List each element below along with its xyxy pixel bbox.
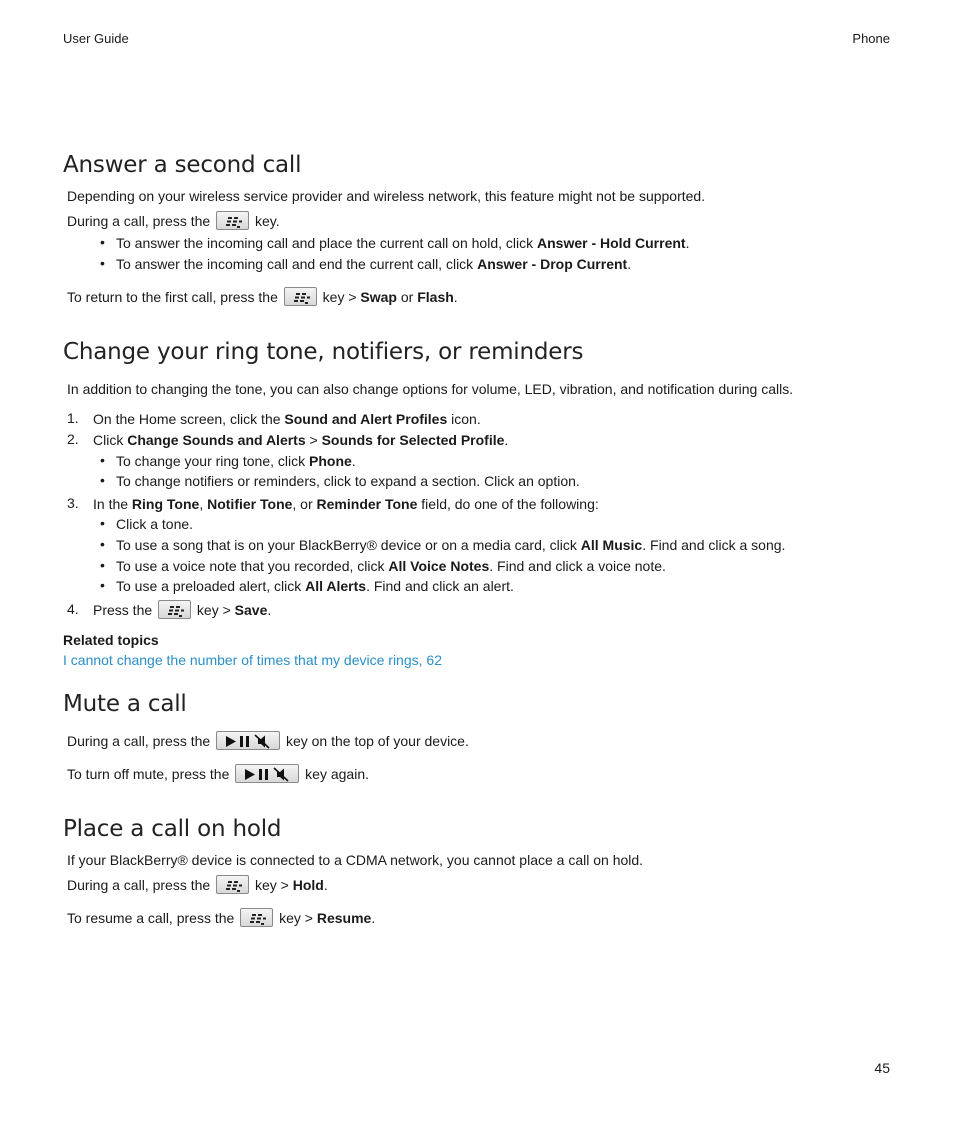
ring-step-2-bullet-notifiers: To change notifiers or reminders, click to expand a section. Click an option. [116,473,580,489]
bullet-icon: • [100,234,105,250]
heading-answer-second-call: Answer a second call [63,152,302,178]
mute-during: During a call, press the key on the top of your device. [67,733,469,749]
ring-intro: In addition to changing the tone, you can also change options for volume, LED, vibration, and notification during calls. [67,381,794,397]
step-number: 1. [67,410,79,426]
menu-key-icon [216,211,249,230]
menu-key-icon [240,908,273,927]
ring-step-3-bullet-voice-notes: To use a voice note that you recorded, click All Voice Notes. Find and click a voice note. [116,558,666,574]
hold-intro: If your BlackBerry® device is connected to a CDMA network, you cannot place a call on hold. [67,852,644,868]
mute-off: To turn off mute, press the key again. [67,766,369,782]
answer-intro: Depending on your wireless service provider and wireless network, this feature might not be supported. [67,188,706,204]
bullet-icon: • [100,515,105,531]
menu-key-icon [284,287,317,306]
step-number: 2. [67,431,79,447]
hold-resume: To resume a call, press the key > Resume. [67,910,376,926]
header-left: User Guide [63,31,129,46]
bullet-icon: • [100,255,105,271]
ring-step-3-bullet-tone: Click a tone. [116,516,194,532]
answer-during: During a call, press the key. [67,213,280,229]
step-number: 3. [67,495,79,511]
bullet-icon: • [100,536,105,552]
ring-step-4: Press the key > Save. [93,602,272,618]
ring-step-3-bullet-alerts: To use a preloaded alert, click All Alerts. Find and click an alert. [116,578,514,594]
ring-step-1: On the Home screen, click the Sound and Alert Profiles icon. [93,411,481,427]
ring-step-3: In the Ring Tone, Notifier Tone, or Reminder Tone field, do one of the following: [93,496,599,512]
bullet-icon: • [100,452,105,468]
header-right: Phone [852,31,890,46]
answer-bullet-hold: To answer the incoming call and place the current call on hold, click Answer - Hold Current. [116,235,690,251]
ring-step-2-bullet-phone: To change your ring tone, click Phone. [116,453,356,469]
answer-return: To return to the first call, press the key > Swap or Flash. [67,289,458,305]
heading-mute-call: Mute a call [63,691,187,717]
bullet-icon: • [100,577,105,593]
menu-key-icon [216,875,249,894]
page-number: 45 [874,1060,890,1076]
menu-key-icon [158,600,191,619]
hold-during: During a call, press the key > Hold. [67,877,328,893]
mute-key-icon [216,731,280,750]
related-topic-link[interactable]: I cannot change the number of times that my device rings, 62 [63,652,442,668]
ring-step-2: Click Change Sounds and Alerts > Sounds for Selected Profile. [93,432,509,448]
ring-step-3-bullet-music: To use a song that is on your BlackBerry® device or on a media card, click All Music. Find and click a song. [116,537,786,553]
heading-place-call-hold: Place a call on hold [63,816,282,842]
answer-bullet-drop: To answer the incoming call and end the current call, click Answer - Drop Current. [116,256,632,272]
heading-change-ring-tone: Change your ring tone, notifiers, or reminders [63,339,584,365]
bullet-icon: • [100,557,105,573]
step-number: 4. [67,601,79,617]
bullet-icon: • [100,472,105,488]
related-topics-label: Related topics [63,632,159,648]
mute-key-icon [235,764,299,783]
